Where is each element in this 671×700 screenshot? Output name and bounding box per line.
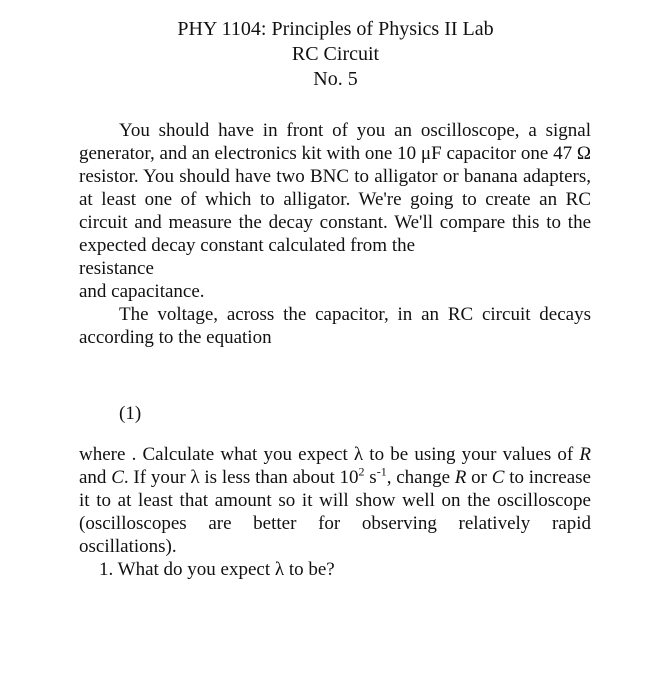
variable-r: R bbox=[579, 444, 591, 465]
lab-number: No. 5 bbox=[313, 68, 358, 90]
equation-intro-paragraph: The voltage, across the capacitor, in an RC circuit decays according to the equation bbox=[79, 304, 591, 348]
intro-line-resistance: resistance bbox=[79, 258, 154, 279]
exponent-2: 2 bbox=[358, 464, 365, 479]
instruction-paragraph: where . Calculate what you expect λ to be using your values of R and C. If your λ is less than about $10^2$ $s^{-1}$, change R or C to increase it to at least that amount so it will show well on the oscilloscope (oscilloscopes are better for observing relatively rapid oscillations). bbox=[79, 444, 591, 557]
equation-number: (1) bbox=[119, 403, 142, 424]
variable-c: C bbox=[111, 467, 124, 488]
variable-c: C bbox=[491, 467, 505, 488]
variable-r: R bbox=[454, 467, 467, 488]
intro-line-capacitance: and capacitance. bbox=[79, 281, 205, 302]
intro-paragraph: You should have in front of you an oscilloscope, a signal generator, and an electronics kit with one 10 μF capacitor one 47 Ω resistor. You should have two BNC to alligator or banana adapters, at least one of which to alligator. We're going to create an RC circuit and measure the decay constant. We'll compare this to the expected decay constant calculated from the bbox=[79, 120, 591, 256]
document-header bbox=[0, 17, 671, 92]
document-body bbox=[79, 119, 591, 581]
lab-title: RC Circuit bbox=[291, 43, 380, 65]
course-title: PHY 1104: Principles of Physics II Lab bbox=[177, 18, 494, 40]
exponent-minus-1: -1 bbox=[376, 464, 387, 479]
question-1: 1. What do you expect λ to be? bbox=[99, 559, 335, 580]
